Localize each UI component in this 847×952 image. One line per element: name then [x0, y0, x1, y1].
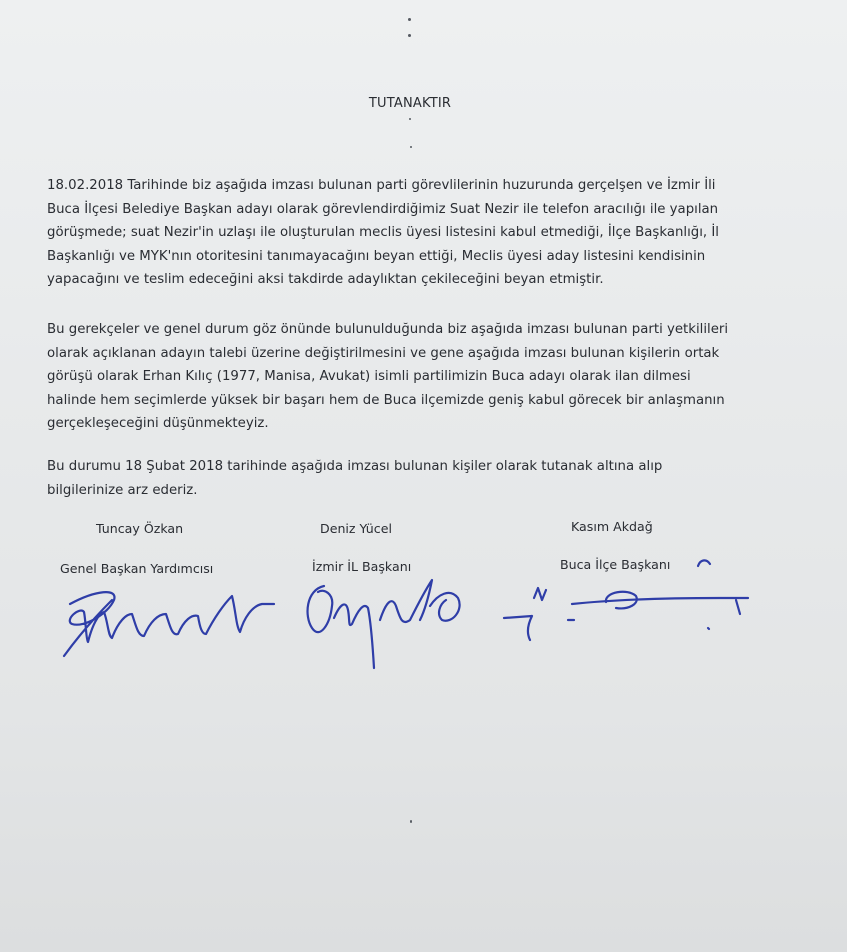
- signatory-role-2: İzmir İL Başkanı: [312, 559, 412, 574]
- paragraph-1: [47, 174, 787, 292]
- signature-2: [308, 580, 460, 668]
- paragraph-line: gerçekleşeceğini düşünmekteyiz.: [47, 416, 269, 431]
- paragraph-line: görüşü olarak Erhan Kılıç (1977, Manisa, Avukat) isimli partilimizin Buca adayı olarak ilan dilmesi: [47, 369, 691, 384]
- document-title: TUTANAKTIR: [368, 96, 452, 111]
- paper-speck: [410, 146, 412, 148]
- paragraph-line: Başkanlığı ve MYK'nın otoritesini tanımayacağını beyan ettiği, Meclis üyesi aday listesini kendisinin: [47, 248, 706, 264]
- paragraph-line: Buca İlçesi Belediye Başkan adayı olarak görevlendirdiğimiz Suat Nezir ile telefon aracılığı ile yapılan: [47, 201, 719, 217]
- paragraph-line: olarak açıklanan adayın talebi üzerine değiştirilmesini ve gene aşağıda imzası bulunan kişilerin ortak: [47, 345, 720, 361]
- paragraph-line: bilgilerinize arz ederiz.: [47, 482, 198, 498]
- signature-3-dot: [708, 628, 709, 629]
- paper-speck: [408, 34, 411, 37]
- paper-speck: [409, 118, 411, 120]
- signatory-role-3: Buca İlçe Başkanı: [560, 557, 671, 572]
- signatory-name-1: Tuncay Özkan: [96, 521, 184, 536]
- signature-1: [64, 592, 274, 656]
- paragraph-line: görüşmede; suat Nezir'in uzlaşı ile oluşturulan meclis üyesi listesini kabul etmediği, İlçe Başkanlığı, İl: [47, 225, 719, 240]
- signature-3-hook: [504, 616, 532, 640]
- signature-3-loop: [606, 592, 637, 609]
- paragraph-line: Bu gerekçeler ve genel durum göz önünde bulunulduğunda biz aşağıda imzası bulunan parti yetkilileri: [47, 322, 729, 337]
- signatory-role-1: Genel Başkan Yardımcısı: [60, 561, 214, 576]
- paper-speck: [408, 18, 411, 21]
- signature-3-mark: [534, 588, 546, 600]
- paragraph-line: 18.02.2018 Tarihinde biz aşağıda imzası bulunan parti görevlilerinin huzurunda gerçelşen ve İzmir İli: [47, 178, 716, 193]
- paragraph-line: halinde hem seçimlerde yüksek bir başarı hem de Buca ilçemizde geniş kabul görecek bir anlaşmanın: [47, 392, 725, 408]
- signatory-name-2: Deniz Yücel: [320, 521, 392, 536]
- signatory-name-3: Kasım Akdağ: [571, 519, 653, 534]
- paper-speck: [410, 820, 412, 823]
- paragraph-2: [47, 318, 787, 436]
- paragraph-line: Bu durumu 18 Şubat 2018 tarihinde aşağıda imzası bulunan kişiler olarak tutanak altına alıp: [47, 459, 663, 474]
- paragraph-line: yapacağını ve teslim edeceğini aksi takdirde adaylıktan çekileceğini beyan etmiştir.: [47, 272, 604, 287]
- paragraph-3: [47, 455, 787, 502]
- signature-3-line: [572, 598, 748, 604]
- signature-3-corner: [698, 560, 710, 566]
- signature-3-tick: [736, 600, 740, 614]
